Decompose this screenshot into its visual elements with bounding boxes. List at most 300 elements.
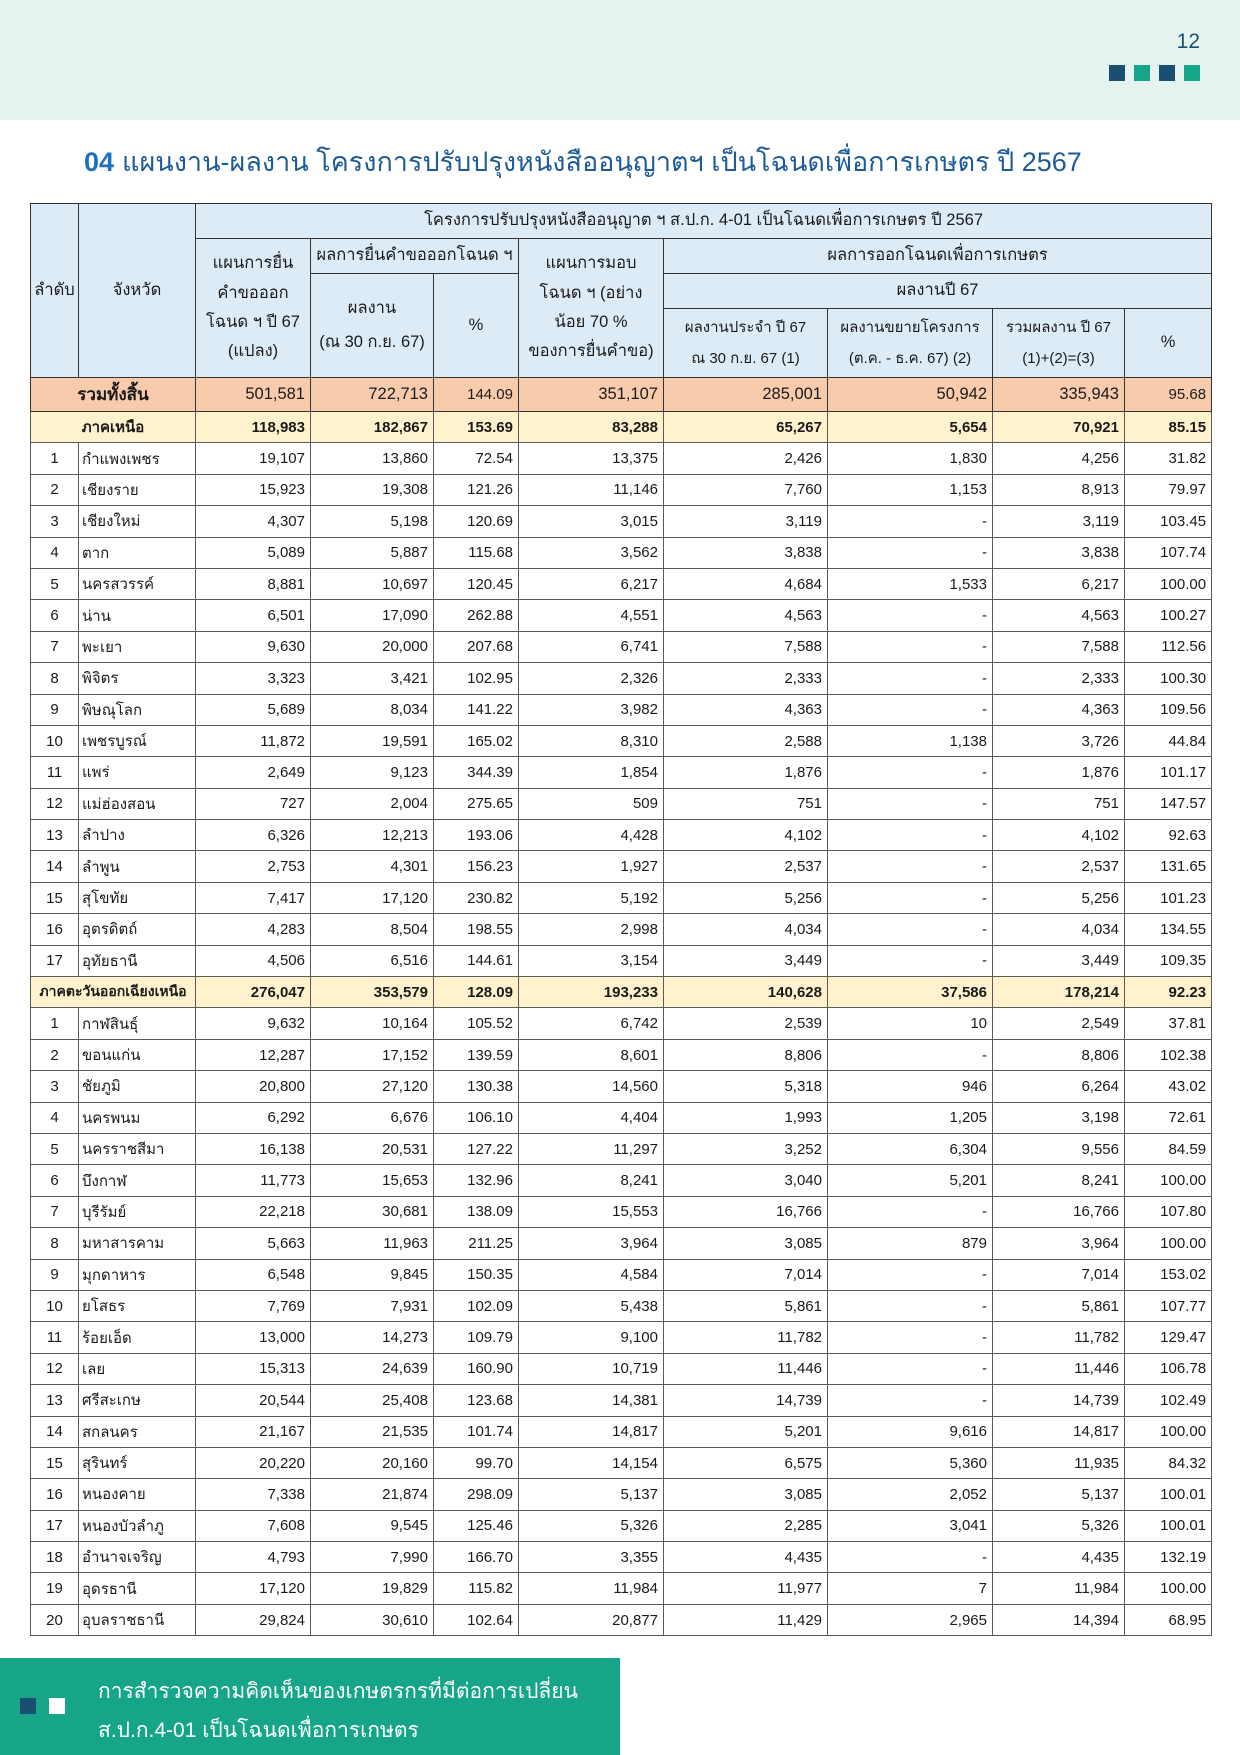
cell-apply-pct: 211.25	[434, 1228, 519, 1259]
cell-regular: 7,014	[664, 1259, 828, 1290]
cell-extension: 10	[828, 1008, 993, 1039]
cell-apply-result: 14,273	[311, 1322, 434, 1353]
table-row	[31, 788, 1212, 819]
header-regular	[664, 309, 828, 378]
cell-plan-apply: 2,649	[196, 757, 311, 788]
table-row	[31, 694, 1212, 725]
cell-total67: 14,394	[993, 1604, 1125, 1635]
cell-pct: 100.00	[1125, 1573, 1212, 1604]
cell-plan-apply: 5,663	[196, 1228, 311, 1259]
header-total67	[993, 309, 1125, 378]
cell-extension: 2,052	[828, 1479, 993, 1510]
cell-total67: 11,935	[993, 1447, 1125, 1478]
cell-apply-pct: 105.52	[434, 1008, 519, 1039]
cell-apply-result: 20,160	[311, 1447, 434, 1478]
cell-total67: 5,137	[993, 1479, 1125, 1510]
cell-idx: 16	[31, 914, 79, 945]
cell-idx: 18	[31, 1542, 79, 1573]
header-issue-group: ผลการออกโฉนดเพื่อการเกษตร	[664, 239, 1212, 274]
cell-idx: 14	[31, 1416, 79, 1447]
cell-apply-result: 182,867	[311, 412, 434, 443]
cell-pct: 100.00	[1125, 568, 1212, 599]
cell-total67: 6,264	[993, 1071, 1125, 1102]
cell-total67: 8,806	[993, 1039, 1125, 1070]
header-plan-apply	[196, 239, 311, 378]
cell-pct: 100.00	[1125, 1165, 1212, 1196]
cell-regular: 11,782	[664, 1322, 828, 1353]
cell-plan-apply: 4,793	[196, 1542, 311, 1573]
table-row	[31, 882, 1212, 913]
table-row	[31, 537, 1212, 568]
cell-apply-result: 2,004	[311, 788, 434, 819]
cell-total67: 3,119	[993, 506, 1125, 537]
cell-apply-result: 7,990	[311, 1542, 434, 1573]
cell-extension: 5,201	[828, 1165, 993, 1196]
cell-plan-deliver: 5,438	[519, 1290, 664, 1321]
cell-plan-deliver: 3,355	[519, 1542, 664, 1573]
cell-plan-apply: 727	[196, 788, 311, 819]
cell-extension: 5,654	[828, 412, 993, 443]
cell-apply-pct: 102.09	[434, 1290, 519, 1321]
region-row	[31, 412, 1212, 443]
cell-total67: 3,726	[993, 725, 1125, 756]
cell-idx: 20	[31, 1604, 79, 1635]
cell-apply-pct: 72.54	[434, 443, 519, 474]
square-icon	[1159, 65, 1175, 81]
cell-idx: 10	[31, 725, 79, 756]
cell-extension: 37,586	[828, 977, 993, 1008]
cell-province: บึงกาฬ	[79, 1165, 196, 1196]
header-line: ผลงานประจำ ปี 67	[684, 318, 807, 336]
cell-province: ศรีสะเกษ	[79, 1385, 196, 1416]
cell-idx: 13	[31, 1385, 79, 1416]
cell-apply-result: 30,610	[311, 1604, 434, 1635]
cell-province: นครพนม	[79, 1102, 196, 1133]
cell-plan-apply: 15,923	[196, 474, 311, 505]
cell-extension: -	[828, 1542, 993, 1573]
cell-plan-deliver: 6,742	[519, 1008, 664, 1039]
cell-total67: 5,861	[993, 1290, 1125, 1321]
cell-apply-pct: 128.09	[434, 977, 519, 1008]
header-issue-sub: ผลงานปี 67	[664, 274, 1212, 309]
header-line: ของการยื่นคำขอ)	[528, 342, 654, 361]
cell-apply-result: 27,120	[311, 1071, 434, 1102]
cell-plan-apply: 15,313	[196, 1353, 311, 1384]
cell-plan-deliver: 1,854	[519, 757, 664, 788]
cell-total67: 7,588	[993, 631, 1125, 662]
cell-extension: 1,205	[828, 1102, 993, 1133]
cell-province: อุดรธานี	[79, 1573, 196, 1604]
cell-apply-result: 13,860	[311, 443, 434, 474]
cell-plan-apply: 20,544	[196, 1385, 311, 1416]
cell-pct: 100.01	[1125, 1479, 1212, 1510]
cell-pct: 92.23	[1125, 977, 1212, 1008]
cell-regular: 3,252	[664, 1133, 828, 1164]
cell-apply-result: 19,308	[311, 474, 434, 505]
cell-province: อุตรดิตถ์	[79, 914, 196, 945]
cell-idx: 12	[31, 788, 79, 819]
cell-plan-deliver: 11,297	[519, 1133, 664, 1164]
header-apply-pct: %	[434, 274, 519, 378]
cell-idx: 9	[31, 694, 79, 725]
cell-pct: 103.45	[1125, 506, 1212, 537]
cell-plan-deliver: 2,326	[519, 663, 664, 694]
cell-province: ร้อยเอ็ด	[79, 1322, 196, 1353]
cell-regular: 3,449	[664, 945, 828, 976]
cell-regular: 11,429	[664, 1604, 828, 1635]
cell-apply-pct: 121.26	[434, 474, 519, 505]
table-row	[31, 725, 1212, 756]
cell-province: อำนาจเจริญ	[79, 1542, 196, 1573]
cell-apply-result: 6,516	[311, 945, 434, 976]
cell-apply-pct: 344.39	[434, 757, 519, 788]
cell-idx: 8	[31, 1228, 79, 1259]
cell-plan-apply: 5,689	[196, 694, 311, 725]
cell-apply-pct: 198.55	[434, 914, 519, 945]
cell-plan-deliver: 14,560	[519, 1071, 664, 1102]
header-plan-deliver	[519, 239, 664, 378]
table-row	[31, 1133, 1212, 1164]
cell-idx: 4	[31, 1102, 79, 1133]
cell-total67: 335,943	[993, 378, 1125, 412]
cell-idx: 14	[31, 851, 79, 882]
cell-idx: 17	[31, 945, 79, 976]
cell-idx: 5	[31, 568, 79, 599]
cell-province: ขอนแก่น	[79, 1039, 196, 1070]
square-icon	[20, 1698, 36, 1714]
cell-apply-pct: 193.06	[434, 820, 519, 851]
cell-total67: 751	[993, 788, 1125, 819]
cell-regular: 3,085	[664, 1479, 828, 1510]
cell-total67: 11,782	[993, 1322, 1125, 1353]
table-row	[31, 600, 1212, 631]
cell-plan-deliver: 6,217	[519, 568, 664, 599]
cell-extension: 946	[828, 1071, 993, 1102]
square-icon	[1134, 65, 1150, 81]
cell-pct: 100.27	[1125, 600, 1212, 631]
cell-province: ยโสธร	[79, 1290, 196, 1321]
cell-pct: 106.78	[1125, 1353, 1212, 1384]
table-row	[31, 1510, 1212, 1541]
header-extension	[828, 309, 993, 378]
table-row	[31, 1290, 1212, 1321]
cell-extension: 1,533	[828, 568, 993, 599]
cell-province: แม่ฮ่องสอน	[79, 788, 196, 819]
cell-extension: 50,942	[828, 378, 993, 412]
header-line: (1)+(2)=(3)	[1022, 350, 1095, 367]
cell-pct: 102.38	[1125, 1039, 1212, 1070]
cell-extension: -	[828, 1259, 993, 1290]
cell-idx: 3	[31, 506, 79, 537]
cell-plan-apply: 16,138	[196, 1133, 311, 1164]
cell-apply-pct: 141.22	[434, 694, 519, 725]
cell-extension: 1,138	[828, 725, 993, 756]
cell-apply-result: 24,639	[311, 1353, 434, 1384]
table-row	[31, 1542, 1212, 1573]
cell-idx: 11	[31, 757, 79, 788]
cell-plan-apply: 9,632	[196, 1008, 311, 1039]
cell-regular: 1,993	[664, 1102, 828, 1133]
title-text: แผนงาน-ผลงาน โครงการปรับปรุงหนังสืออนุญาตฯ เป็นโฉนดเพื่อการเกษตร ปี 2567	[122, 147, 1082, 177]
cell-pct: 107.74	[1125, 537, 1212, 568]
cell-plan-deliver: 1,927	[519, 851, 664, 882]
cell-idx: 7	[31, 631, 79, 662]
cell-idx: 9	[31, 1259, 79, 1290]
cell-plan-apply: 22,218	[196, 1196, 311, 1227]
cell-apply-pct: 156.23	[434, 851, 519, 882]
cell-idx: 1	[31, 443, 79, 474]
table-row	[31, 663, 1212, 694]
cell-extension: 1,830	[828, 443, 993, 474]
cell-total67: 8,913	[993, 474, 1125, 505]
cell-apply-pct: 207.68	[434, 631, 519, 662]
cell-plan-deliver: 5,326	[519, 1510, 664, 1541]
cell-province: เลย	[79, 1353, 196, 1384]
cell-regular: 4,034	[664, 914, 828, 945]
table-row	[31, 1008, 1212, 1039]
cell-pct: 95.68	[1125, 378, 1212, 412]
cell-pct: 92.63	[1125, 820, 1212, 851]
cell-idx: 2	[31, 474, 79, 505]
cell-pct: 147.57	[1125, 788, 1212, 819]
table-row	[31, 1071, 1212, 1102]
table-body	[31, 378, 1212, 1636]
cell-province: กำแพงเพชร	[79, 443, 196, 474]
cell-apply-pct: 166.70	[434, 1542, 519, 1573]
cell-apply-result: 17,090	[311, 600, 434, 631]
square-icon	[1184, 65, 1200, 81]
cell-apply-result: 8,504	[311, 914, 434, 945]
cell-plan-deliver: 4,404	[519, 1102, 664, 1133]
cell-regular: 14,739	[664, 1385, 828, 1416]
cell-extension: -	[828, 820, 993, 851]
cell-idx: 3	[31, 1071, 79, 1102]
cell-apply-result: 3,421	[311, 663, 434, 694]
cell-apply-result: 9,845	[311, 1259, 434, 1290]
cell-apply-result: 21,874	[311, 1479, 434, 1510]
cell-apply-pct: 99.70	[434, 1447, 519, 1478]
cell-plan-deliver: 6,741	[519, 631, 664, 662]
table-row	[31, 914, 1212, 945]
cell-province: พิจิตร	[79, 663, 196, 694]
table-row	[31, 1228, 1212, 1259]
cell-extension: -	[828, 694, 993, 725]
cell-apply-pct: 115.68	[434, 537, 519, 568]
cell-extension: -	[828, 945, 993, 976]
cell-regular: 6,575	[664, 1447, 828, 1478]
footer-text	[98, 1672, 578, 1750]
cell-plan-apply: 19,107	[196, 443, 311, 474]
cell-province: สกลนคร	[79, 1416, 196, 1447]
cell-pct: 153.02	[1125, 1259, 1212, 1290]
cell-total67: 6,217	[993, 568, 1125, 599]
cell-regular: 3,119	[664, 506, 828, 537]
cell-apply-pct: 102.95	[434, 663, 519, 694]
table-row	[31, 568, 1212, 599]
page-number: 12	[1176, 30, 1200, 53]
cell-pct: 31.82	[1125, 443, 1212, 474]
cell-plan-deliver: 8,310	[519, 725, 664, 756]
cell-regular: 4,435	[664, 1542, 828, 1573]
cell-pct: 109.35	[1125, 945, 1212, 976]
cell-plan-apply: 11,773	[196, 1165, 311, 1196]
cell-total67: 7,014	[993, 1259, 1125, 1290]
cell-plan-apply: 13,000	[196, 1322, 311, 1353]
cell-plan-apply: 7,608	[196, 1510, 311, 1541]
cell-idx: 11	[31, 1322, 79, 1353]
cell-apply-result: 5,887	[311, 537, 434, 568]
header-idx: ลำดับ	[31, 204, 79, 378]
cell-apply-pct: 275.65	[434, 788, 519, 819]
cell-province: ลำพูน	[79, 851, 196, 882]
cell-apply-pct: 101.74	[434, 1416, 519, 1447]
cell-pct: 112.56	[1125, 631, 1212, 662]
header-pct: %	[1125, 309, 1212, 378]
cell-plan-deliver: 83,288	[519, 412, 664, 443]
cell-total67: 3,964	[993, 1228, 1125, 1259]
cell-apply-pct: 109.79	[434, 1322, 519, 1353]
header-line: ผลงานขยายโครงการ	[840, 318, 980, 336]
cell-apply-pct: 115.82	[434, 1573, 519, 1604]
table-row	[31, 474, 1212, 505]
cell-plan-deliver: 3,964	[519, 1228, 664, 1259]
table-row	[31, 1479, 1212, 1510]
cell-plan-deliver: 13,375	[519, 443, 664, 474]
header-line: แผนการมอบ	[545, 254, 637, 273]
cell-regular: 5,256	[664, 882, 828, 913]
cell-apply-result: 20,000	[311, 631, 434, 662]
cell-total67: 3,838	[993, 537, 1125, 568]
cell-regular: 5,201	[664, 1416, 828, 1447]
cell-apply-pct: 125.46	[434, 1510, 519, 1541]
header-apply-result-group: ผลการยื่นคำขอออกโฉนด ฯ	[311, 239, 519, 274]
top-band	[0, 0, 1240, 120]
header-line: แผนการยื่น	[212, 254, 294, 273]
cell-apply-result: 722,713	[311, 378, 434, 412]
cell-plan-deliver: 9,100	[519, 1322, 664, 1353]
table-row	[31, 1353, 1212, 1384]
cell-apply-pct: 153.69	[434, 412, 519, 443]
cell-total67: 8,241	[993, 1165, 1125, 1196]
cell-extension: 3,041	[828, 1510, 993, 1541]
cell-extension: 5,360	[828, 1447, 993, 1478]
cell-idx: 16	[31, 1479, 79, 1510]
cell-apply-result: 25,408	[311, 1385, 434, 1416]
cell-apply-result: 19,591	[311, 725, 434, 756]
header-line: น้อย 70 %	[554, 313, 628, 331]
cell-plan-apply: 6,326	[196, 820, 311, 851]
cell-pct: 72.61	[1125, 1102, 1212, 1133]
cell-apply-result: 17,120	[311, 882, 434, 913]
cell-apply-pct: 123.68	[434, 1385, 519, 1416]
cell-total67: 70,921	[993, 412, 1125, 443]
cell-regular: 140,628	[664, 977, 828, 1008]
cell-apply-pct: 230.82	[434, 882, 519, 913]
square-icon	[1109, 65, 1125, 81]
cell-plan-apply: 5,089	[196, 537, 311, 568]
cell-plan-apply: 4,283	[196, 914, 311, 945]
cell-apply-pct: 139.59	[434, 1039, 519, 1070]
cell-extension: 879	[828, 1228, 993, 1259]
cell-total67: 2,537	[993, 851, 1125, 882]
table-row	[31, 945, 1212, 976]
cell-apply-pct: 138.09	[434, 1196, 519, 1227]
cell-extension: -	[828, 1196, 993, 1227]
cell-idx: 15	[31, 1447, 79, 1478]
cell-total67: 11,446	[993, 1353, 1125, 1384]
cell-regular: 2,333	[664, 663, 828, 694]
cell-plan-deliver: 8,241	[519, 1165, 664, 1196]
cell-total67: 2,549	[993, 1008, 1125, 1039]
cell-total67: 5,326	[993, 1510, 1125, 1541]
cell-plan-apply: 8,881	[196, 568, 311, 599]
cell-extension: -	[828, 1353, 993, 1384]
cell-plan-deliver: 5,192	[519, 882, 664, 913]
cell-apply-result: 9,545	[311, 1510, 434, 1541]
cell-plan-apply: 17,120	[196, 1573, 311, 1604]
cell-idx: 1	[31, 1008, 79, 1039]
cell-apply-pct: 144.61	[434, 945, 519, 976]
cell-apply-result: 20,531	[311, 1133, 434, 1164]
cell-pct: 100.00	[1125, 1416, 1212, 1447]
cell-plan-apply: 6,501	[196, 600, 311, 631]
cell-total67: 4,563	[993, 600, 1125, 631]
region-row	[31, 977, 1212, 1008]
data-table	[30, 203, 1212, 1636]
header-line: (ณ 30 ก.ย. 67)	[319, 332, 425, 351]
cell-extension: -	[828, 631, 993, 662]
cell-regular: 4,102	[664, 820, 828, 851]
cell-plan-deliver: 2,998	[519, 914, 664, 945]
cell-pct: 43.02	[1125, 1071, 1212, 1102]
cell-province: เชียงราย	[79, 474, 196, 505]
cell-pct: 131.65	[1125, 851, 1212, 882]
cell-pct: 68.95	[1125, 1604, 1212, 1635]
cell-pct: 85.15	[1125, 412, 1212, 443]
cell-extension: -	[828, 1385, 993, 1416]
table-row	[31, 1259, 1212, 1290]
cell-apply-result: 5,198	[311, 506, 434, 537]
cell-extension: -	[828, 600, 993, 631]
table-row	[31, 757, 1212, 788]
cell-pct: 100.01	[1125, 1510, 1212, 1541]
cell-extension: 1,153	[828, 474, 993, 505]
cell-province: กาฬสินธุ์	[79, 1008, 196, 1039]
cell-total67: 16,766	[993, 1196, 1125, 1227]
cell-plan-deliver: 20,877	[519, 1604, 664, 1635]
cell-total67: 9,556	[993, 1133, 1125, 1164]
cell-pct: 44.84	[1125, 725, 1212, 756]
cell-apply-pct: 127.22	[434, 1133, 519, 1164]
cell-plan-deliver: 14,817	[519, 1416, 664, 1447]
header-line: (ต.ค. - ธ.ค. 67) (2)	[848, 350, 972, 367]
cell-plan-apply: 6,292	[196, 1102, 311, 1133]
cell-regular: 1,876	[664, 757, 828, 788]
cell-province: มุกดาหาร	[79, 1259, 196, 1290]
cell-regular: 2,539	[664, 1008, 828, 1039]
cell-regular: 4,684	[664, 568, 828, 599]
cell-province: พิษณุโลก	[79, 694, 196, 725]
cell-plan-deliver: 4,428	[519, 820, 664, 851]
cell-total67: 4,435	[993, 1542, 1125, 1573]
cell-province: ตาก	[79, 537, 196, 568]
cell-plan-apply: 6,548	[196, 1259, 311, 1290]
cell-idx: 13	[31, 820, 79, 851]
table-row	[31, 1322, 1212, 1353]
header-line: ณ 30 ก.ย. 67 (1)	[691, 350, 800, 367]
region-label: ภาคตะวันออกเฉียงเหนือ	[31, 977, 196, 1008]
cell-apply-pct: 120.45	[434, 568, 519, 599]
